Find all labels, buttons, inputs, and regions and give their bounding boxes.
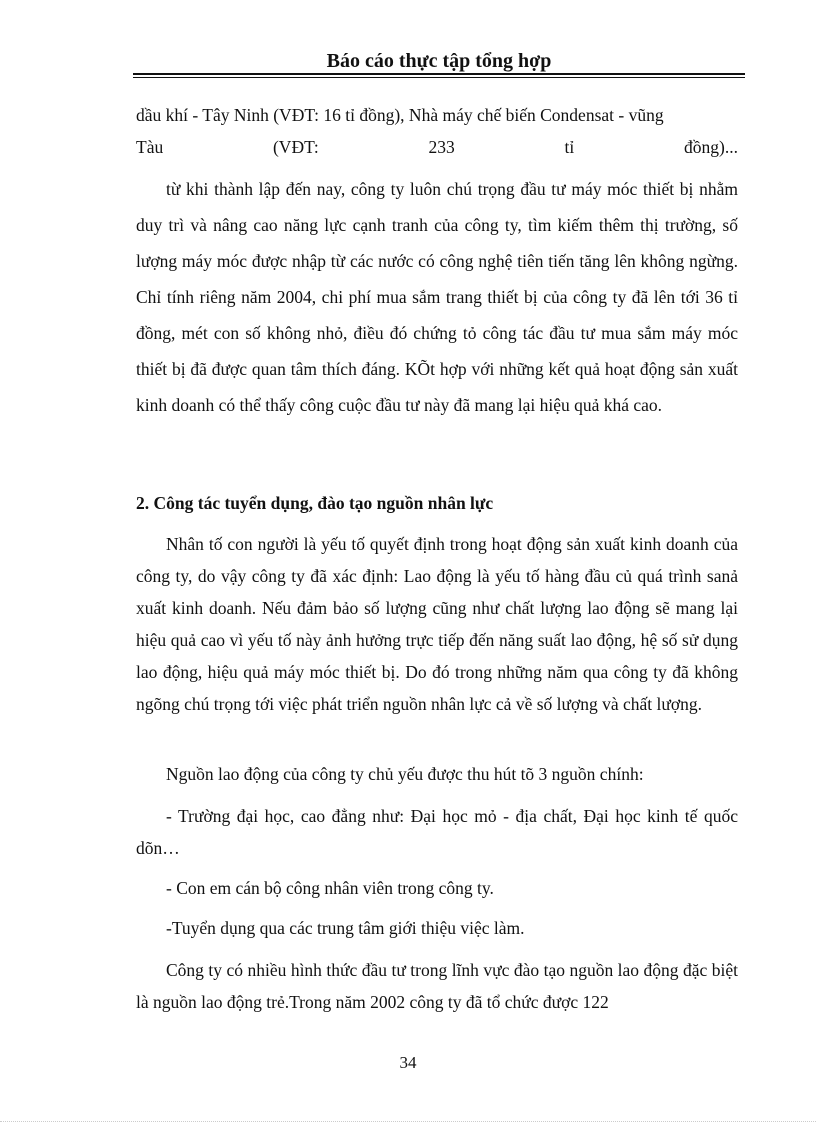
header-rule-thin [133,77,745,78]
paragraph-3: Nhân tố con người là yếu tố quyết định trong hoạt động sản xuất kinh doanh của công ty, do vậy công ty đã xác định: Lao động là yếu tố hàng đầu củ quá trình sanả xuất kinh doanh. Nếu đảm bảo số lượng cũng như chất lượng lao động sẽ mang lại hiệu quả cao vì yếu tố này ảnh hưởng trực tiếp đến năng suất lao động, hệ số sử dụng lao động, hiệu quả máy móc thiết bị. Do đó trong những năm qua công ty đã không ngõng chú trọng tới việc phát triển nguồn nhân lực cả về số lượng và chất lượng. [136,534,738,714]
paragraph-2: từ khi thành lập đến nay, công ty luôn chú trọng đầu tư máy móc thiết bị nhằm duy trì và nâng cao năng lực cạnh tranh của công ty, tìm kiếm thêm thị trường, số lượng máy móc được nhập từ các nước có công nghệ tiên tiến tăng lên không ngừng. Chỉ tính riêng năm 2004, chi phí mua sắm trang thiết bị của công ty đã lên tới 36 tỉ đồng, mét con số không nhỏ, điều đó chứng tỏ công tác đầu tư mua sắm máy móc thiết bị đã được quan tâm thích đáng. KÕt hợp với những kết quả hoạt động sản xuất kinh doanh có thể thấy công cuộc đầu tư này đã mang lại hiệu quả khá cao. [136,179,738,415]
header-rule-thick [133,73,745,75]
paragraph-1-line-2: Tàu (VĐT: 233 tỉ đồng)... [136,137,738,157]
paragraph-7: -Tuyển dụng qua các trung tâm giới thiệu việc làm. [166,918,525,938]
paragraph-8: Công ty có nhiều hình thức đầu tư trong lĩnh vực đào tạo nguồn lao động đặc biệt là nguồn lao động trẻ.Trong năm 2002 công ty đã tổ chức được 122 [136,960,738,1012]
paragraph-6: - Con em cán bộ công nhân viên trong công ty. [166,878,494,898]
paragraph-4: Nguồn lao động của công ty chủ yếu được thu hút tõ 3 nguồn chính: [166,764,644,784]
paragraph-1-line-1: dầu khí - Tây Ninh (VĐT: 16 tỉ đồng), Nhà máy chế biến Condensat - vũng [136,105,664,125]
page-header-title: Báo cáo thực tập tổng hợp [326,50,552,72]
paragraph-5: - Trường đại học, cao đẳng như: Đại học mỏ - địa chất, Đại học kinh tế quốc dõn… [136,806,738,858]
section-heading: 2. Công tác tuyển dụng, đào tạo nguồn nhân lực [136,493,494,513]
page-bottom-border [0,1121,816,1122]
page-number: 34 [399,1053,417,1072]
